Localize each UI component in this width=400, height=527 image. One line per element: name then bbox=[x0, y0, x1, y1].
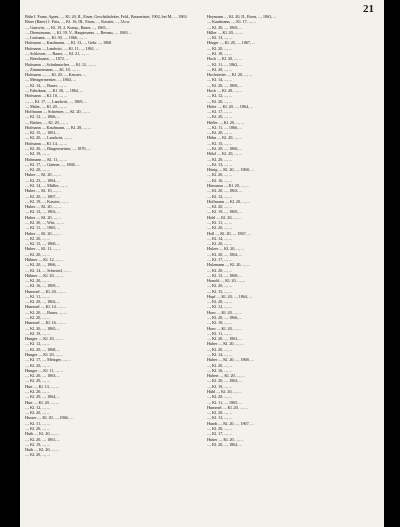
directory-entry: ..., Kl. 15, ..., ... bbox=[207, 140, 233, 146]
directory-entry: Hundt ..., Kl. 20, ..., 1867, ... bbox=[207, 420, 254, 426]
directory-entry: ..., Kl. 14, ..., ... bbox=[207, 77, 233, 83]
directory-entry: Hochstetter ..., Kl. 20, ..., ... bbox=[207, 72, 252, 78]
directory-entry: ..., Kl. 20, ..., 1862, ... bbox=[25, 299, 61, 305]
directory-entry: ..., Kl. 15, ..., 1861, ... bbox=[25, 130, 61, 136]
directory-entry: ..., Kl. 20, ..., 1861, ... bbox=[25, 436, 61, 442]
directory-entry: ..., Kl. 20, ..., 1869, ... bbox=[207, 82, 243, 88]
directory-entry: ..., Kl. 20, ..., 1863, ... bbox=[25, 373, 61, 379]
directory-entry: Holzmann ..., Kl. 20, ..., ... bbox=[207, 262, 251, 268]
directory-entry: ..., Kl. 20, ..., Bauer, ..., ... bbox=[25, 309, 67, 315]
directory-entry: ..., Kl. 20, ..., ... bbox=[207, 204, 233, 210]
directory-entry: ..., Kl. 12, ..., ... bbox=[207, 193, 233, 199]
directory-entry: ..., Kaufmann, ..., Kl. 17, ..., ... bbox=[207, 19, 257, 25]
directory-entry: Hofmann ..., Kl. 14, ..., ... bbox=[25, 140, 67, 146]
directory-entry: Holl ..., Kl. 20, ..., 1867, ... bbox=[207, 230, 251, 236]
directory-entry: Höfler ..., Kl. 20, ..., ... bbox=[207, 119, 244, 125]
directory-entry: ..., Kl. 20, ..., 1861, ... bbox=[207, 336, 243, 342]
directory-entry: ..., Bäcker, ..., Kl. 20, ..., ... bbox=[25, 119, 69, 125]
directory-entry: Horn ..., Kl. 20, ..., ... bbox=[207, 325, 242, 331]
directory-entry: ..., Kl. 16, ..., 1869, ... bbox=[25, 283, 61, 289]
directory-entry: ..., Kl. 20, ..., ... bbox=[25, 378, 51, 384]
directory-entry: Huber ..., Kl. 20, ..., ... bbox=[25, 230, 62, 236]
directory-entry: ..., Kl. 20, ..., ... bbox=[25, 278, 51, 284]
directory-entry: ..., Kl. 20, ..., 1867, ... bbox=[25, 193, 61, 199]
directory-entry: Horn ..., Kl. 20, ..., ... bbox=[207, 309, 242, 315]
directory-entry: Huber ..., Kl. 20, ..., ... bbox=[207, 341, 244, 347]
directory-entry: ..., Kl. 20, ..., ... bbox=[207, 66, 233, 72]
directory-entry: ..., Kl. 20, ..., Bürgermeister, ..., 1870, ... bbox=[25, 146, 91, 152]
directory-entry: ..., Kl. 20, ..., ... bbox=[207, 130, 233, 136]
directory-entry: ..., Kl. 20, ..., 1865, ... bbox=[207, 24, 243, 30]
directory-entry: ..., Kl. 20, ..., 1863, ... bbox=[207, 378, 243, 384]
directory-entry: Hummel ..., Kl. 14, ..., ... bbox=[25, 304, 66, 310]
directory-entry: ..., Kl. 20, ..., 1860, ... bbox=[207, 146, 243, 152]
directory-entry: Huber ..., Kl. 10, ..., ... bbox=[25, 188, 62, 194]
directory-entry: ..., Kl. 20, ..., ... bbox=[207, 394, 233, 400]
directory-entry: ..., Kl. 13, ..., ... bbox=[207, 161, 233, 167]
directory-entry: Hübner ..., Kl. 12, ..., ... bbox=[25, 256, 64, 262]
directory-entry: ..., Kl. 19, ..., 1865, ... bbox=[207, 209, 243, 215]
directory-entry: ..., Kl. 20, ..., ... bbox=[25, 167, 51, 173]
directory-entry: ..., Kl. 14, ..., Schmied, ..., ... bbox=[25, 267, 72, 273]
directory-entry: ..., Kl. 15, ..., 1860, ... bbox=[25, 241, 61, 247]
directory-entry: Hutter ..., Kl. 20, ..., ... bbox=[207, 436, 244, 442]
directory-entry: ..., Kl. 20, ..., ... bbox=[25, 235, 51, 241]
directory-entry: ..., Kl. 12, ..., ... bbox=[25, 404, 51, 410]
directory-entry: ..., Kl. 17, ..., ... bbox=[207, 256, 233, 262]
directory-entry: ..., Bezirksamt, ..., 1872, ... bbox=[25, 56, 69, 62]
page-number: 21 bbox=[363, 3, 374, 15]
directory-entry: Hofmann ..., Kaufmann, ..., Kl. 28, ..., ... bbox=[25, 124, 92, 130]
directory-entry: ..., Kl. 20, ..., ... bbox=[207, 98, 233, 104]
directory-entry: Hübner ..., Kl. 20, ..., ... bbox=[25, 272, 64, 278]
directory-entry: Hölzl ..., Kl. 20, ..., ... bbox=[207, 151, 243, 157]
directory-entry: ..., Kl. 17, ..., Gärtner, ..., 1868, ... bbox=[25, 161, 80, 167]
directory-entry: Bähr I. Franz, Agent, ..., Kl. 20, II., Eisen, Geschäftsleiter, Feld., Baumeister, 1902, bei M., ... 1863 bbox=[25, 14, 187, 19]
directory-entry: ..., Kl. 12, ..., ... bbox=[25, 341, 51, 347]
directory-entry: ..., Kl. 11, ..., 1865, ... bbox=[207, 399, 243, 405]
directory-entry: ..., Kl. 23, ..., 1864, ... bbox=[25, 177, 61, 183]
directory-entry: ..., Kl. 19, ..., ... bbox=[25, 441, 51, 447]
directory-entry: Huber ..., Kl. 20, ..., 1868, ... bbox=[207, 357, 254, 363]
directory-entry: ..., Kl. 20, ..., ... bbox=[25, 388, 51, 394]
directory-entry: ..., Kl. 19, ..., Kassier, ..., ... bbox=[25, 198, 70, 204]
directory-entry: ..., Kl. 20, ..., ... bbox=[207, 241, 233, 247]
directory-entry: ..., Kl. 18, ..., ... bbox=[207, 320, 233, 326]
directory-entry: ..., Kl. 20, ..., 1862, ... bbox=[207, 441, 243, 447]
directory-entry: ..., Metzgermeister, ..., 1864, ... bbox=[25, 77, 76, 83]
directory-entry: ..., Gastwirt, ..., Kl. 19, 2. Komp., Bauer, ..., 1865, ... bbox=[25, 24, 111, 30]
directory-entry: Huth ..., Kl. 20, ..., ... bbox=[25, 431, 60, 437]
directory-entry: Hunger ..., Kl. 20, ..., ... bbox=[25, 352, 64, 357]
directory-entry: ..., Kl. 19, ..., ... bbox=[25, 330, 51, 336]
directory-entry: Hoffmann ..., Schreiner, ..., Kl. 20, ..., ... bbox=[25, 109, 91, 115]
directory-entry: ..., Kl. 20, ..., ... bbox=[207, 45, 233, 51]
directory-entry: ..., Kl. 12, ..., 1866, ... bbox=[25, 114, 61, 120]
directory-entry: ..., Kl. 14, ..., Müller, ..., ... bbox=[25, 183, 68, 188]
directory-entry: Hönig ..., Kl. 20, ..., 1868, ... bbox=[207, 167, 254, 173]
directory-entry: ..., Kl. 20, ..., 1864, ... bbox=[25, 394, 61, 400]
directory-entry: ..., Kl. 15, ..., ... bbox=[207, 288, 233, 294]
directory-entry: ..., Kl. 20, ..., 1868, ... bbox=[25, 346, 61, 352]
directory-entry: Holzer ..., Kl. 20, ..., ... bbox=[207, 246, 245, 252]
directory-entry: ..., Kl. 20, ..., 1866, ... bbox=[25, 262, 61, 268]
directory-entry: Hofmann ..., Kl. 10, ..., ... bbox=[25, 93, 67, 99]
directory-entry: ..., Kl. 20, ..., ... bbox=[207, 362, 233, 368]
directory-entry: ..., Kl. 20, ..., 1866, ... bbox=[207, 315, 243, 321]
directory-entry: ..., Kl. 20, ..., ... bbox=[25, 425, 51, 431]
directory-entry: ..., Kl. 20, ..., ... bbox=[207, 267, 233, 273]
directory-entry: ..., Kl. 17, ..., Metzger, ..., ... bbox=[25, 357, 71, 363]
directory-entry: ..., Kl. 11, ..., 1862, ... bbox=[207, 61, 243, 67]
directory-entry: ..., Kl. 20, ..., 1862, ... bbox=[207, 251, 243, 257]
directory-entry: Huber ..., Kl. 20, ..., ... bbox=[25, 172, 62, 178]
directory-entry: Heymann ..., Kl. 20, II., Eisen, ..., 1863, ... bbox=[207, 14, 277, 19]
directory-entry: Hohl ..., Kl. 20, ..., ... bbox=[207, 214, 242, 220]
directory-entry: ..., Kl. 20, ..., ... bbox=[25, 315, 51, 321]
directory-entry: ..., Kl. 20, ..., ... bbox=[207, 225, 233, 231]
directory-entry: ..., Kl. 11, ..., ... bbox=[25, 293, 50, 299]
directory-entry: ..., Kl. 17, ..., ... bbox=[207, 431, 233, 437]
directory-entry: Hunger ..., Kl. 11, ..., ... bbox=[25, 367, 64, 373]
directory-entry: Hörger ..., Kl. 20, ..., 1867, ... bbox=[207, 40, 255, 46]
directory-entry: ..., Kl. 20, ..., ... bbox=[207, 156, 233, 162]
directory-entry: ..., Zimmermann, ..., Kl. 18, ..., ... bbox=[25, 66, 80, 72]
directory-entry: ..., Kl. 20, ..., ... bbox=[207, 114, 233, 120]
directory-entry: ..., Kl. 20, ..., Landwirt, ..., ... bbox=[25, 135, 73, 141]
directory-entry: Hoffmann ..., Kl. 20, ..., ... bbox=[207, 198, 250, 204]
directory-entry: Husser ..., Kl. 20, ..., 1866, ... bbox=[25, 415, 73, 421]
directory-entry: Huber ..., Kl. 20, ..., ... bbox=[25, 204, 62, 210]
directory-entry: Hofmann ..., Landwirt, ..., Kl. 11, ..., 1861, ... bbox=[25, 45, 99, 51]
directory-entry: Huber ..., Kl. 11, ..., ... bbox=[25, 246, 62, 252]
directory-entry: ..., Kl. 20, ..., ... bbox=[207, 172, 233, 178]
left-column bbox=[25, 14, 196, 458]
directory-entry: ..., Kl. 14, ..., ... bbox=[207, 235, 233, 241]
directory-entry: ..., Kl. 13, ..., 1869, ... bbox=[207, 272, 243, 278]
directory-entry: ..., Kl. 12, ..., ... bbox=[207, 304, 233, 310]
directory-entry: Hübl ..., Kl. 20, ..., ... bbox=[207, 388, 242, 394]
directory-entry: ..., Kl. 20, ..., ... bbox=[207, 346, 233, 352]
directory-entry: ..., Kl. 20, ..., ... bbox=[207, 299, 233, 305]
directory-entry: Höfer ..., Kl. 20, ..., 1864, ... bbox=[207, 103, 253, 109]
directory-entry: ..., Kl. 11, ..., 1866, ... bbox=[207, 124, 243, 130]
directory-entry: Hiller ..., Kl. 20, ..., ... bbox=[207, 29, 243, 35]
directory-entry: Hofmann ..., Kaufmann, ..., Kl. 13, ..., Gebr. ..., 1868 bbox=[25, 40, 112, 46]
directory-entry: ..., Kl. 20, ..., 1865, ... bbox=[25, 325, 61, 331]
directory-entry: Hohmann ..., Kl. 11, ..., ... bbox=[25, 156, 68, 162]
directory-entry: ..., Kl. 20, ..., ... bbox=[207, 410, 233, 416]
directory-entry: ..., Kl. 30, ..., Wirt, ..., ... bbox=[25, 219, 65, 225]
directory-entry: ..., Kl. 13, ..., 1863, ... bbox=[25, 209, 61, 215]
directory-entry: ..., Kl. 20, ..., ... bbox=[25, 410, 51, 416]
directory-entry: ..., ..., Kl. 17, ..., Landwirt, ..., 1869, ... bbox=[25, 98, 88, 104]
directory-entry: ..., Leutnant, ..., Kl. 30, ..., 1866, ..., ... bbox=[25, 35, 87, 41]
directory-entry: Bärer (Bärer) J. Fritz, ..., Kl. 16, III., Eisen, ..., Kassier, ..., 3.b.w. bbox=[25, 19, 131, 25]
directory-entry: ..., Kl. 20, ..., ... bbox=[25, 452, 51, 458]
directory-entry: ..., Kl. 20, ..., 1863, ... bbox=[207, 188, 243, 194]
right-column bbox=[207, 14, 378, 447]
directory-entry: Honold ..., Kl. 20, ..., ... bbox=[207, 278, 246, 284]
directory-entry: ..., Kl. 20, ..., ... bbox=[25, 251, 51, 257]
directory-entry: ..., Kl. 18, ..., ... bbox=[207, 50, 233, 56]
directory-entry: ..., Kl. 14, ..., ... bbox=[207, 352, 233, 357]
directory-entry: ..., Dienstmann, ..., Kl. 19, V., Hauptmann, ..., Bernau, ..., 1863 ... bbox=[25, 29, 132, 35]
directory-entry: ..., Kl. 20, ..., ... bbox=[207, 425, 233, 431]
directory-entry: ..., Kl. 13, ..., ... bbox=[207, 415, 233, 421]
directory-entry: Hoch ..., Kl. 20, ..., ... bbox=[207, 56, 243, 62]
document-page bbox=[20, 0, 384, 527]
directory-entry: Huth ..., Kl. 20, ..., ... bbox=[25, 447, 60, 453]
directory-entry: ..., Kl. 13, ..., ... bbox=[207, 35, 233, 41]
directory-entry: ..., Kl. 11, ..., ... bbox=[25, 420, 50, 426]
directory-entry: ..., Kl. 20, ..., ... bbox=[25, 362, 51, 368]
directory-entry: ..., Kl. 16, ..., ... bbox=[207, 177, 233, 183]
directory-entry: Hummel ..., Kl. 20, ..., ... bbox=[25, 288, 66, 294]
directory-entry: ..., Kl. 11, ..., ... bbox=[207, 330, 232, 336]
directory-entry: Huber ..., Kl. 20, ..., ... bbox=[25, 214, 62, 220]
directory-entry: Höhn ..., Kl. 20, ..., ... bbox=[207, 135, 243, 141]
directory-entry: Hofmann ..., ..., Kl. 20, ..., Kassier, ... bbox=[25, 72, 86, 78]
directory-entry: ..., Maler, ..., Kl. 20, ..., ... bbox=[25, 103, 67, 109]
directory-entry: ..., Kl. 20, ..., ... bbox=[207, 283, 233, 289]
directory-entry: Hunger ..., Kl. 20, ..., ... bbox=[25, 336, 64, 342]
directory-entry: Hurt ..., Kl. 13, ..., ... bbox=[25, 383, 59, 389]
directory-entry: Hurt ..., Kl. 20, ..., ... bbox=[25, 399, 59, 405]
directory-entry: Hörmann ..., Kl. 20, ..., ... bbox=[207, 183, 249, 188]
directory-entry: Hubert ..., Kl. 20, ..., ... bbox=[207, 373, 245, 379]
directory-entry: ..., Kl. 14, ..., Bauer, ..., ... bbox=[25, 82, 67, 88]
directory-entry: Hummel ..., Kl. 16, ..., ... bbox=[25, 320, 66, 326]
directory-entry: ..., Kl. 19, ..., ... bbox=[207, 383, 233, 389]
directory-entry: ..., Kl. 11, ..., ... bbox=[207, 219, 232, 225]
directory-entry: ..., Kl. 17, ..., ... bbox=[207, 109, 233, 115]
directory-entry: Hummel ..., Kl. 20, ..., ... bbox=[207, 404, 248, 410]
directory-entry: ..., Kl. 11, ..., 1865, ... bbox=[25, 225, 61, 231]
directory-entry: Hofmann ..., Schuhmacher, ..., Kl. 12, ..., ... bbox=[25, 61, 96, 67]
directory-entry: ..., Schlosser, ..., Bauer, ..., Kl. 21, ..., ... bbox=[25, 50, 90, 56]
directory-entry: ..., Kl. 19, ..., ... bbox=[25, 151, 51, 157]
directory-entry: Hopf ..., Kl. 20, ..., 1864, ... bbox=[207, 293, 252, 299]
directory-entry: ..., Kl. 16, ..., ... bbox=[207, 367, 233, 373]
directory-entry: ..., Kl. 12, ..., ... bbox=[207, 93, 233, 99]
directory-entry: ..., Fabrikant, ..., Kl. 30, ..., 1862, ... bbox=[25, 87, 83, 93]
directory-entry: Hock ..., Kl. 20, ..., ... bbox=[207, 87, 243, 93]
